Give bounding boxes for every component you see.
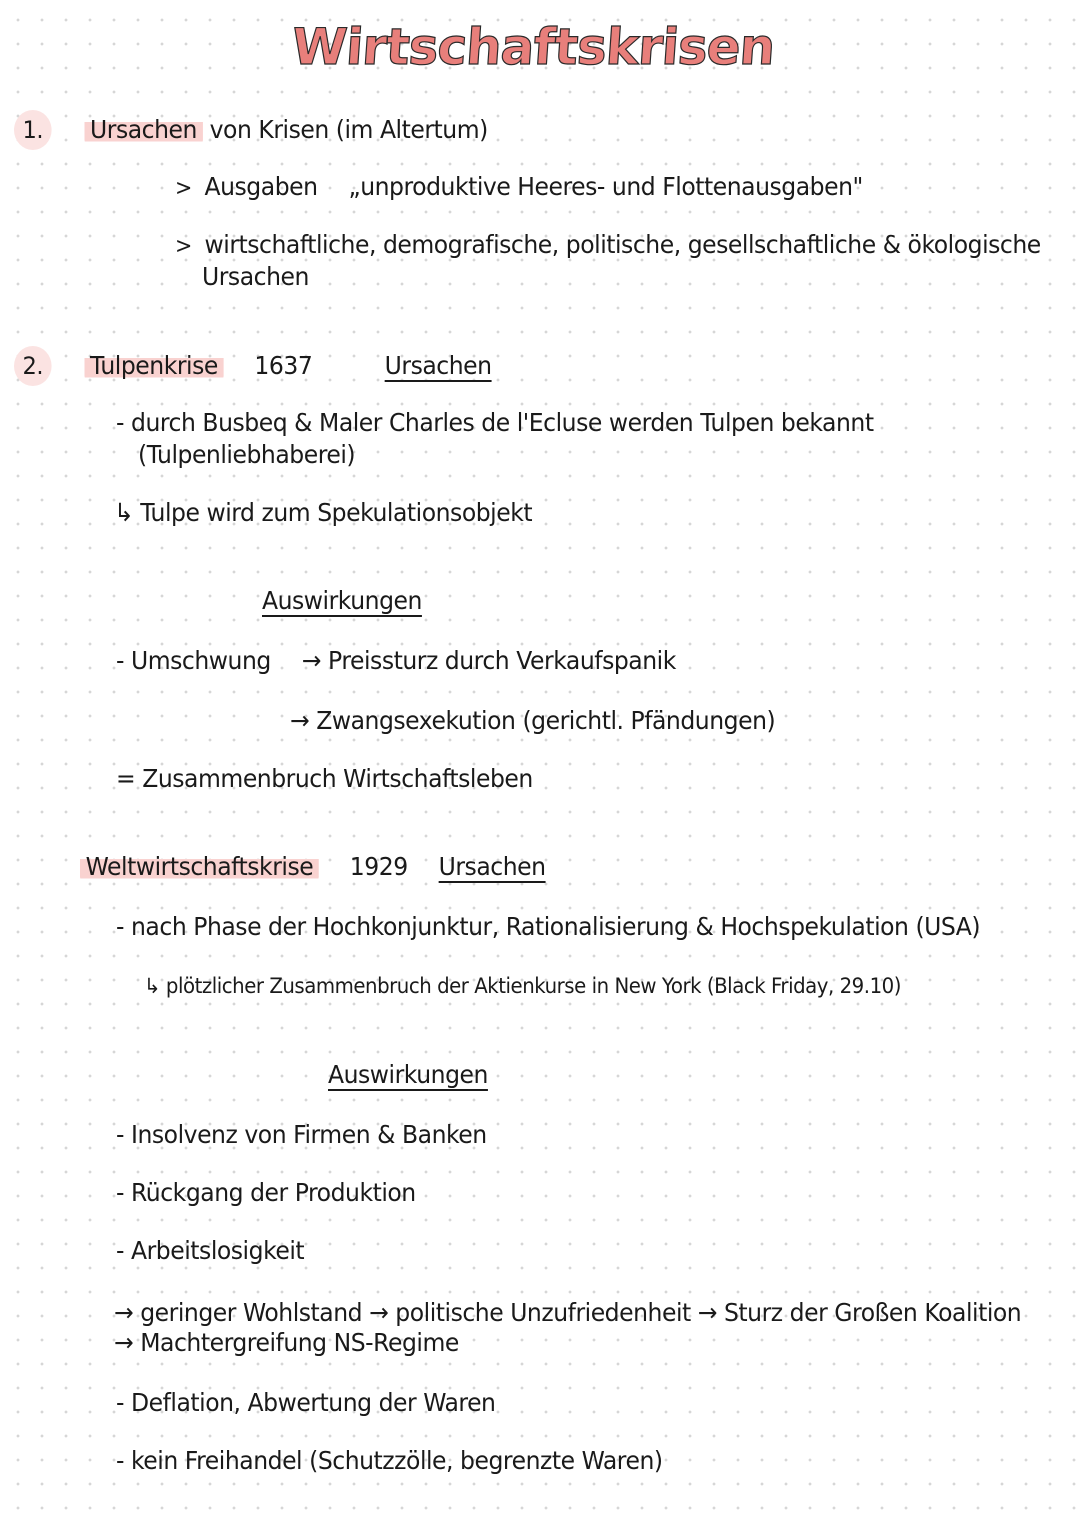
arrow-line-2-text: Machtergreifung NS-Regime <box>140 1328 459 1357</box>
section-3-highlight: Weltwirtschaftskrise <box>80 852 319 881</box>
section-3-effects-label: Auswirkungen <box>328 1060 488 1089</box>
bullet-1-label: Ausgaben <box>204 172 318 201</box>
section-3-year: 1929 <box>349 852 408 881</box>
turn-arrow-icon: ↳ <box>114 498 134 527</box>
effect-line-1-rest: Preissturz durch Verkaufspanik <box>328 646 676 675</box>
section-1-bullet-2-line-2: Ursachen <box>202 262 309 291</box>
section-3-arrow-line-2 <box>114 1328 459 1357</box>
section-2-cause-line-2: (Tulpenliebhaberei) <box>138 440 356 469</box>
section-3-arrow-line-1 <box>114 1298 1021 1327</box>
section-3-consequence-text: plötzlicher Zusammenbruch der Aktienkurse in New York (Black Friday, 29.10) <box>165 974 901 998</box>
bullet-1-quote: „unproduktive Heeres- und Flottenausgaben" <box>348 172 863 201</box>
section-3-effect-2: - Rückgang der Produktion <box>116 1178 416 1207</box>
section-3-heading <box>80 852 546 881</box>
section-1-number: 1. <box>14 110 52 150</box>
section-1-bullet-2 <box>175 230 1041 259</box>
chevron-right-icon: > <box>175 176 192 201</box>
section-1-heading <box>14 110 488 150</box>
section-2-year: 1637 <box>254 351 313 380</box>
arrow-right-icon: → <box>114 1328 134 1357</box>
effect-line-1-prefix: - Umschwung <box>116 646 271 675</box>
section-2-effects-label: Auswirkungen <box>262 586 422 615</box>
section-3-cause-line-1: - nach Phase der Hochkonjunktur, Rationalisierung & Hochspekulation (USA) <box>116 912 981 941</box>
section-3-effect-1: - Insolvenz von Firmen & Banken <box>116 1120 487 1149</box>
page-title: Wirtschaftskrisen <box>289 18 777 76</box>
section-3-causes-label: Ursachen <box>438 852 546 881</box>
arrow-right-icon: → <box>290 706 310 735</box>
arrow-line-1-text: geringer Wohlstand → politische Unzufriedenheit → Sturz der Großen Koalition <box>140 1298 1022 1327</box>
section-1-bullet-1 <box>175 172 863 201</box>
section-2-causes-label: Ursachen <box>384 351 492 380</box>
section-1-highlight: Ursachen <box>84 115 202 144</box>
section-2-heading <box>14 346 492 386</box>
section-2-effect-line-2 <box>290 706 775 735</box>
section-2-summary: = Zusammenbruch Wirtschaftsleben <box>116 764 533 793</box>
chevron-right-icon: > <box>175 234 192 259</box>
section-2-number: 2. <box>14 346 52 386</box>
section-2-highlight: Tulpenkrise <box>84 351 223 380</box>
section-1-heading-rest: von Krisen (im Altertum) <box>209 115 488 144</box>
bullet-2-line-1: wirtschaftliche, demografische, politische, gesellschaftliche & ökologische <box>204 230 1041 259</box>
effect-line-2-text: Zwangsexekution (gerichtl. Pfändungen) <box>316 706 776 735</box>
section-3-consequence <box>144 974 901 998</box>
section-3-effect-3: - Arbeitslosigkeit <box>116 1236 305 1265</box>
section-2-effect-line-1 <box>116 646 676 675</box>
section-3-effect-5: - kein Freihandel (Schutzzölle, begrenzte Waren) <box>116 1446 663 1475</box>
section-2-consequence <box>114 498 532 527</box>
section-2-cause-line-1: - durch Busbeq & Maler Charles de l'Ecluse werden Tulpen bekannt <box>116 408 874 437</box>
arrow-right-icon: → <box>114 1298 134 1327</box>
section-3-effect-4: - Deflation, Abwertung der Waren <box>116 1388 496 1417</box>
arrow-right-icon: → <box>301 646 322 675</box>
section-2-consequence-text: Tulpe wird zum Spekulationsobjekt <box>140 498 533 527</box>
turn-arrow-icon: ↳ <box>144 974 161 998</box>
